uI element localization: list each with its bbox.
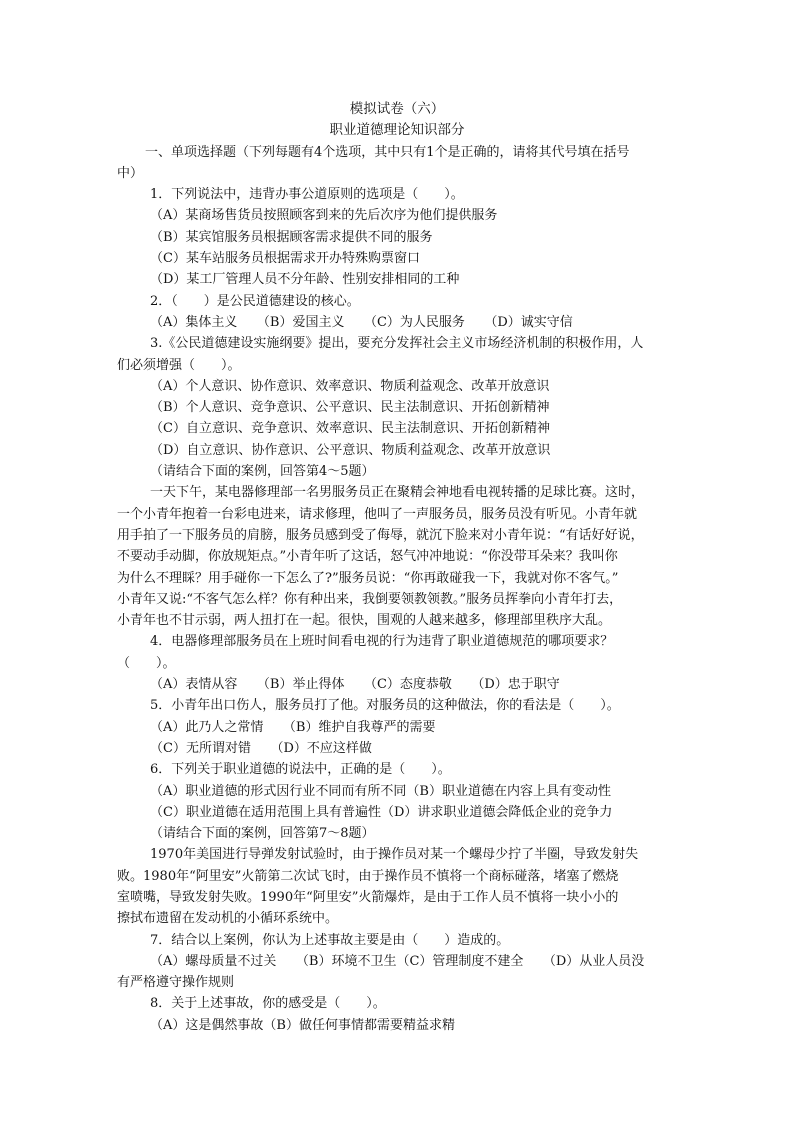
question-1-option-c: （C）某车站服务员根据需求开办特殊购票窗口 — [150, 251, 420, 267]
case-1-line-7: 小青年也不甘示弱，两人扭打在一起。很快，围观的人越来越多，修理部里秩序大乱。 — [117, 613, 612, 629]
case-2-line-1: 1970年美国进行导弹发射试验时，由于操作员对某一个螺母少拧了半圈，导致发射失 — [150, 847, 639, 863]
question-5-options-ab: （A）此乃人之常情 （B）维护自我尊严的需要 — [150, 719, 436, 735]
question-8-stem: 8．关于上述事故，你的感受是（ ）。 — [150, 996, 386, 1012]
question-8-options-ab: （A）这是偶然事故（B）做任何事情都需要精益求精 — [150, 1017, 455, 1033]
question-1-stem: 1．下列说法中，违背办事公道原则的选项是（ ）。 — [150, 187, 464, 203]
question-4-stem-line-1: 4．电器修理部服务员在上班时间看电视的行为违背了职业道德规范的哪项要求？ — [150, 634, 614, 650]
case-1-line-6: 小青年又说:“不客气怎么样？你有种出来，我倒要领教领教。”服务员挥拳向小青年打去， — [117, 591, 623, 607]
case-1-note: （请结合下面的案例，回答第4～5题） — [150, 464, 375, 480]
case-2-line-4: 擦拭布遗留在发动机的小循环系统中。 — [117, 911, 339, 927]
case-2-line-2: 败。1980年“阿里安”火箭第二次试飞时，由于操作员不慎将一个商标碰落，堵塞了燃烧 — [117, 868, 619, 884]
question-5-stem: 5．小青年出口伤人，服务员打了他。对服务员的这种做法，你的看法是（ ）。 — [150, 698, 620, 714]
question-7-stem: 7．结合以上案例，你认为上述事故主要是由（ ）造成的。 — [150, 932, 510, 948]
question-5-options-cd: （C）无所谓对错 （D）不应这样做 — [150, 740, 372, 756]
question-2-options: （A）集体主义 （B）爱国主义 （C）为人民服务 （D）诚实守信 — [150, 314, 573, 330]
page-subtitle: 职业道德理论知识部分 — [329, 122, 465, 139]
question-6-options-ab: （A）职业道德的形式因行业不同而有所不同（B）职业道德在内容上具有变动性 — [150, 783, 611, 799]
exam-page — [117, 99, 677, 1036]
question-1-option-a: （A）某商场售货员按照顾客到来的先后次序为他们提供服务 — [150, 208, 498, 224]
question-4-stem-line-2: （ ）。 — [117, 655, 176, 671]
section-instructions-line-1: 一、单项选择题（下列每题有4个选项，其中只有1个是正确的，请将其代号填在括号 — [145, 144, 630, 160]
question-1-option-b: （B）某宾馆服务员根据顾客需求提供不同的服务 — [150, 229, 433, 245]
question-2-stem: 2．（ ）是公民道德建设的核心。 — [150, 293, 360, 309]
question-4-options: （A）表情从容 （B）举止得体 （C）态度恭敬 （D）忠于职守 — [150, 677, 560, 693]
question-3-option-b: （B）个人意识、竞争意识、公平意识、民主法制意识、开拓创新精神 — [150, 400, 550, 416]
section-instructions-line-2: 中） — [117, 165, 144, 181]
question-1-option-d: （D）某工厂管理人员不分年龄、性别安排相同的工种 — [150, 272, 460, 288]
question-3-stem-line-2: 们必须增强（ ）。 — [117, 357, 241, 373]
page-title: 模拟试卷（六） — [349, 101, 445, 117]
question-7-options-line-2: 有严格遵守操作规则 — [117, 975, 235, 991]
case-1-line-1: 一天下午，某电器修理部一名男服务员正在聚精会神地看电视转播的足球比赛。这时， — [150, 485, 645, 501]
case-1-line-3: 用手拍了一下服务员的肩膀，服务员感到受了侮辱，就沉下脸来对小青年说：“有话好好说， — [117, 527, 644, 543]
case-1-line-4: 不要动手动脚，你放规矩点。”小青年听了这话，怒气冲冲地说：“你没带耳朵来？我叫你 — [117, 549, 618, 565]
question-7-options-line-1: （A）螺母质量不过关 （B）环境不卫生（C）管理制度不建全 （D）从业人员没 — [150, 953, 645, 969]
question-3-option-d: （D）自立意识、协作意识、公平意识、物质利益观念、改革开放意识 — [150, 442, 551, 458]
case-1-line-5: 为什么不理睬？用手碰你一下怎么了?”服务员说：“你再敢碰我一下，我就对你不客气。” — [117, 570, 619, 586]
question-3-option-a: （A）个人意识、协作意识、效率意识、物质利益观念、改革开放意识 — [150, 378, 550, 394]
case-2-line-3: 室喷嘴，导致发射失败。1990年“阿里安”火箭爆炸，是由于工作人员不慎将一块小小的 — [117, 889, 619, 905]
question-6-options-cd: （C）职业道德在适用范围上具有普遍性（D）讲求职业道德会降低企业的竞争力 — [150, 804, 613, 820]
case-2-note: （请结合下面的案例，回答第7～8题） — [150, 826, 375, 842]
question-3-stem-line-1: 3.《公民道德建设实施纲要》提出，要充分发挥社会主义市场经济机制的积极作用，人 — [150, 336, 644, 352]
question-3-option-c: （C）自立意识、竞争意识、效率意识、民主法制意识、开拓创新精神 — [150, 421, 550, 437]
case-1-line-2: 一个小青年抱着一台彩电进来，请求修理，他叫了一声服务员，服务员没有听见。小青年就 — [117, 506, 638, 522]
question-6-stem: 6．下列关于职业道德的说法中，正确的是（ ）。 — [150, 762, 451, 778]
